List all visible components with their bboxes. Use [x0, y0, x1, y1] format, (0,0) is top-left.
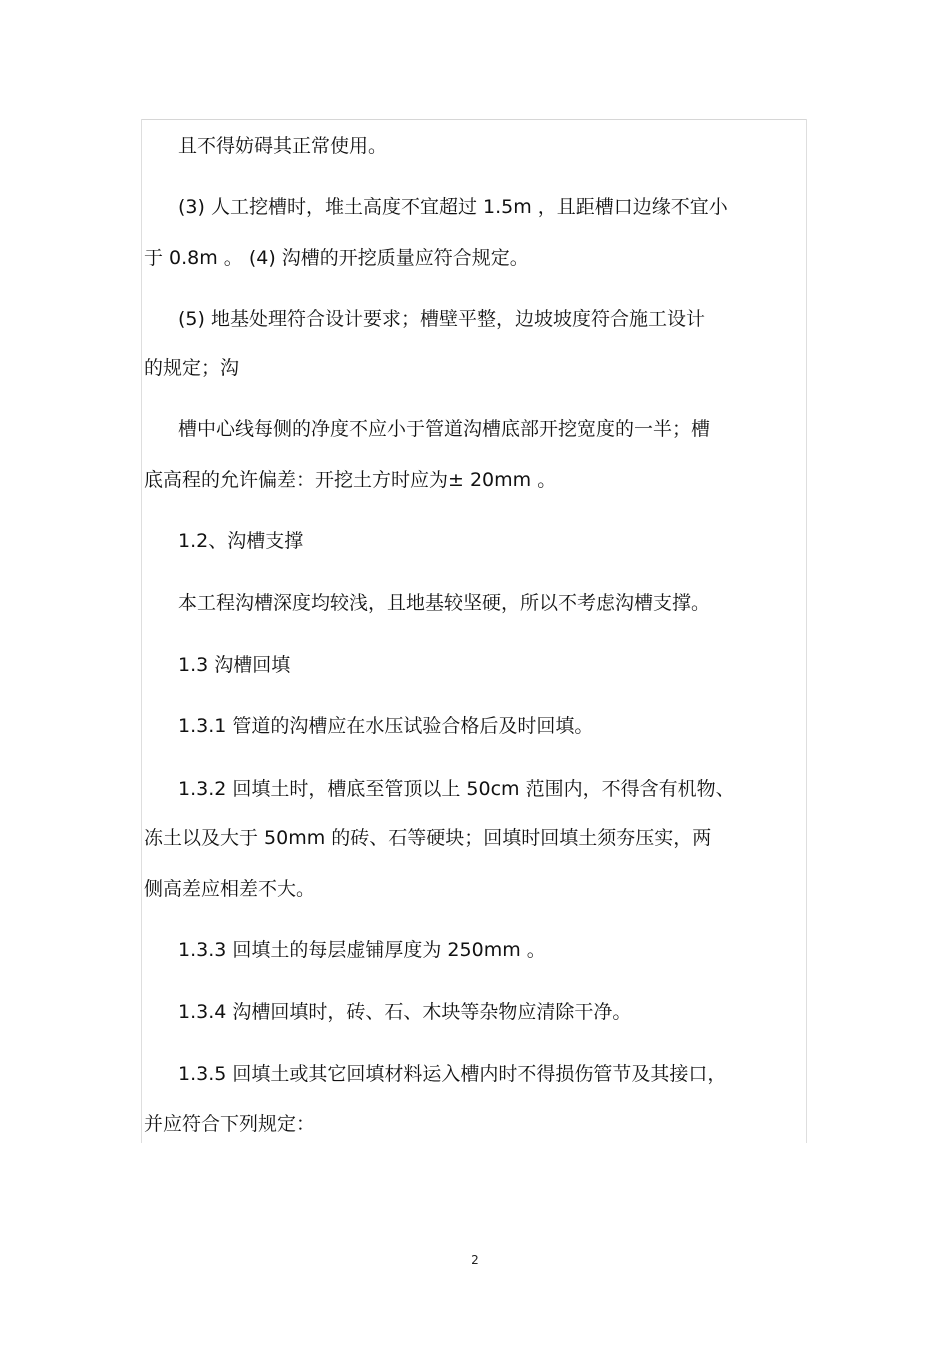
page-frame-left-border	[141, 119, 142, 1143]
text-line: 1.3.4 沟槽回填时，砖、石、木块等杂物应清除干净。	[178, 1001, 632, 1023]
text-line: 于 0.8m 。 (4) 沟槽的开挖质量应符合规定。	[144, 247, 529, 269]
text-line: 冻土以及大于 50mm 的砖、石等硬块；回填时回填土须夯压实，两	[144, 827, 712, 849]
text-line: 1.3.2 回填土时，槽底至管顶以上 50cm 范围内，不得含有机物、	[178, 778, 735, 800]
text-line: 底高程的允许偏差：开挖土方时应为± 20mm 。	[144, 469, 557, 491]
section-heading: 1.3 沟槽回填	[178, 654, 291, 676]
page-frame-top-border	[141, 119, 807, 120]
text-line: 1.3.1 管道的沟槽应在水压试验合格后及时回填。	[178, 715, 594, 737]
text-line: 1.3.5 回填土或其它回填材料运入槽内时不得损伤管节及其接口，	[178, 1063, 727, 1085]
section-heading: 1.2、沟槽支撑	[178, 530, 304, 552]
page-frame-right-border	[806, 119, 807, 1143]
text-line: 槽中心线每侧的净度不应小于管道沟槽底部开挖宽度的一半；槽	[178, 418, 711, 440]
page-number: 2	[471, 1253, 479, 1267]
text-line: 1.3.3 回填土的每层虚铺厚度为 250mm 。	[178, 939, 546, 961]
text-line: 的规定；沟	[144, 357, 240, 379]
text-line: 并应符合下列规定：	[144, 1113, 316, 1135]
text-line: (5) 地基处理符合设计要求；槽壁平整，边坡坡度符合施工设计	[178, 308, 705, 330]
text-line: (3) 人工挖槽时，堆土高度不宜超过 1.5m ，且距槽口边缘不宜小	[178, 196, 728, 218]
text-line: 本工程沟槽深度均较浅，且地基较坚硬，所以不考虑沟槽支撑。	[178, 592, 711, 614]
text-line: 且不得妨碍其正常使用。	[178, 135, 388, 157]
text-line: 侧高差应相差不大。	[144, 878, 316, 900]
